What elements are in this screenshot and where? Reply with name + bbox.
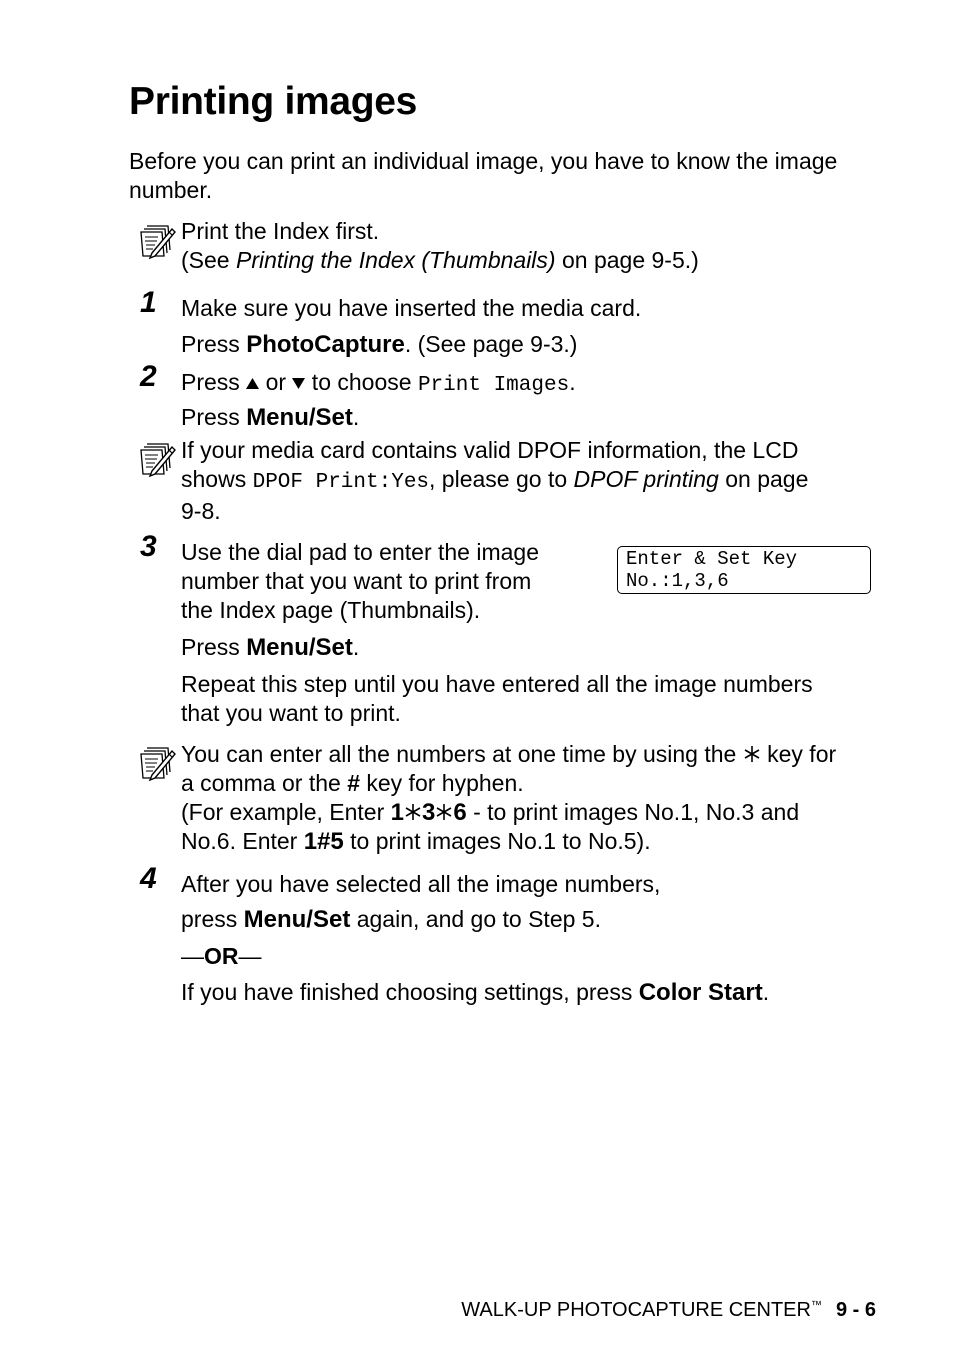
step-1-press: Press PhotoCapture. (See page 9-3.) (181, 331, 578, 358)
page-title: Printing images (129, 80, 418, 123)
menu-set-key: Menu/Set (246, 404, 353, 431)
lcd-display (617, 546, 871, 594)
step-number-2: 2 (140, 360, 157, 393)
step-2-press: Press Menu/Set. (181, 404, 360, 431)
note-icon (138, 745, 176, 785)
step-number-3: 3 (140, 530, 157, 563)
note-icon (138, 223, 176, 263)
footer-title: WALK-UP PHOTOCAPTURE CENTER (461, 1299, 811, 1321)
step-4-text: After you have selected all the image numbers, (181, 871, 661, 897)
hash-key: # (347, 770, 360, 796)
lcd-dpof: DPOF Print:Yes (252, 471, 430, 494)
note-3: You can enter all the numbers at one time by using the key for a comma or the # key for hyphen. (For example, Enter 1 3 6 - to print images No.1, No.3 and No.6. Enter 1#5 to print images No.1 to No.5). (181, 741, 837, 855)
note-icon (138, 441, 176, 481)
lcd-line-2: No.:1,3,6 (626, 570, 729, 592)
intro-text: Before you can print an individual image, you have to know the image number. (129, 148, 838, 203)
range-key: 1#5 (303, 828, 344, 855)
step-4-finish: If you have finished choosing settings, press Color Start. (181, 979, 770, 1006)
step-number-4: 4 (140, 862, 157, 895)
step-number-1: 1 (140, 286, 157, 319)
star-key-icon (435, 803, 453, 821)
color-start-key: Color Start (638, 979, 763, 1006)
dpof-link[interactable]: DPOF printing (573, 466, 719, 492)
step-4-press: press Menu/Set again, and go to Step 5. (181, 906, 601, 933)
step-3-text: Use the dial pad to enter the image number that you want to print from the Index page (Thumbnails). (181, 539, 540, 623)
trademark: ™ (810, 1299, 822, 1312)
page-number: 9 - 6 (835, 1299, 876, 1321)
menu-set-key: Menu/Set (243, 906, 351, 933)
star-key-icon (743, 745, 761, 763)
star-key-icon (404, 803, 422, 821)
menu-set-key: Menu/Set (246, 634, 353, 661)
up-arrow-icon (246, 378, 259, 389)
lcd-print-images: Print Images (417, 374, 570, 397)
lcd-line-1: Enter & Set Key (626, 548, 798, 570)
page-footer (461, 1299, 876, 1322)
index-link[interactable]: Printing the Index (Thumbnails) (235, 247, 556, 273)
photocapture-key: PhotoCapture (246, 331, 405, 358)
step-1-text: Make sure you have inserted the media card. (181, 295, 642, 321)
or-separator: —OR— (181, 943, 262, 969)
note-1: Print the Index first. (See Printing the Index (Thumbnails) on page 9-5.) (181, 218, 699, 273)
note-2: If your media card contains valid DPOF information, the LCD shows DPOF Print:Yes, please go to DPOF printing on page 9-8. (181, 437, 809, 524)
down-arrow-icon (292, 378, 305, 389)
step-2-text: Press or to choose Print Images. (181, 369, 576, 397)
step-3-press: Press Menu/Set. (181, 634, 360, 661)
step-3-repeat: Repeat this step until you have entered all the image numbers that you want to print. (181, 671, 813, 726)
